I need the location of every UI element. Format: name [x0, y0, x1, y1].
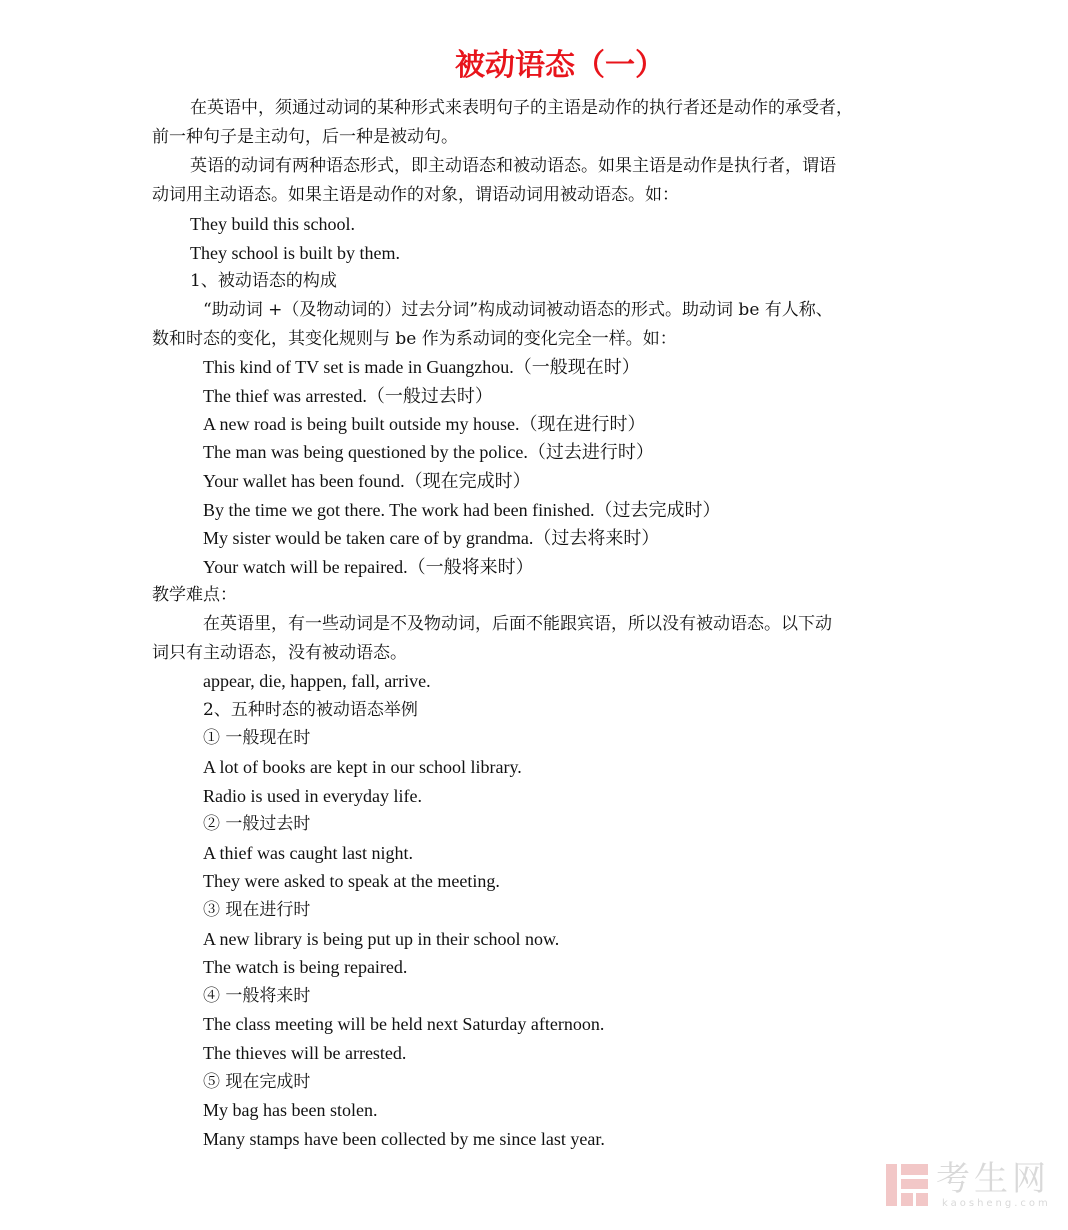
tense-heading: ③ 现在进行时: [203, 900, 311, 920]
tense-example: A new road is being built outside my house.（现在进行时）: [203, 414, 646, 434]
example-sentence: They were asked to speak at the meeting.: [203, 871, 500, 891]
difficulty-line-1: 在英语里，有一些动词是不及物动词，后面不能跟宾语，所以没有被动语态。以下动: [203, 614, 832, 634]
section-2-heading: 2、五种时态的被动语态举例: [203, 700, 418, 720]
example-sentence: The class meeting will be held next Saturday afternoon.: [203, 1014, 605, 1034]
example-sentence: Many stamps have been collected by me since last year.: [203, 1129, 605, 1149]
watermark-url: kaosheng.com: [942, 1198, 1051, 1209]
section-1-desc-line-2: 数和时态的变化，其变化规则与 be 作为系动词的变化完全一样。如：: [152, 329, 677, 349]
tense-example: Your watch will be repaired.（一般将来时）: [203, 557, 534, 577]
intro-example-passive: They school is built by them.: [190, 243, 400, 263]
difficulty-heading: 教学难点：: [152, 585, 237, 605]
tense-heading: ① 一般现在时: [203, 728, 311, 748]
example-sentence: A thief was caught last night.: [203, 843, 413, 863]
tense-example: This kind of TV set is made in Guangzhou.（一般现在时）: [203, 357, 640, 377]
watermark-text: 考生网: [936, 1159, 1050, 1199]
page-title: 被动语态（一）: [455, 48, 665, 83]
tense-example: The thief was arrested.（一般过去时）: [203, 386, 493, 406]
section-1-heading: 1、被动语态的构成: [190, 271, 337, 291]
tense-heading: ④ 一般将来时: [203, 986, 311, 1006]
intro-paragraph-2-line-1: 英语的动词有两种语态形式，即主动语态和被动语态。如果主语是动作是执行者，谓语: [190, 156, 836, 176]
watermark: [884, 1158, 1054, 1214]
kaosheng-logo-icon: [884, 1162, 930, 1208]
tense-example: The man was being questioned by the police.（过去进行时）: [203, 442, 654, 462]
tense-heading: ② 一般过去时: [203, 814, 311, 834]
example-sentence: The thieves will be arrested.: [203, 1043, 407, 1063]
tense-example: My sister would be taken care of by grandma.（过去将来时）: [203, 528, 660, 548]
intro-paragraph-2-line-2: 动词用主动语态。如果主语是动作的对象，谓语动词用被动语态。如：: [152, 185, 679, 205]
tense-example: Your wallet has been found.（现在完成时）: [203, 471, 531, 491]
intransitive-verbs-list: appear, die, happen, fall, arrive.: [203, 671, 431, 691]
intro-paragraph-1-line-2: 前一种句子是主动句，后一种是被动句。: [152, 127, 458, 147]
intro-paragraph-1-line-1: 在英语中，须通过动词的某种形式来表明句子的主语是动作的执行者还是动作的承受者，: [190, 98, 853, 118]
difficulty-line-2: 词只有主动语态，没有被动语态。: [152, 643, 407, 663]
section-1-desc-line-1: “助动词 +（及物动词的）过去分词”构成动词被动语态的形式。助动词 be 有人称、: [203, 300, 833, 320]
example-sentence: The watch is being repaired.: [203, 957, 408, 977]
intro-example-active: They build this school.: [190, 214, 355, 234]
example-sentence: My bag has been stolen.: [203, 1100, 378, 1120]
tense-example: By the time we got there. The work had been finished.（过去完成时）: [203, 500, 721, 520]
tense-heading: ⑤ 现在完成时: [203, 1072, 311, 1092]
example-sentence: Radio is used in everyday life.: [203, 786, 422, 806]
example-sentence: A lot of books are kept in our school library.: [203, 757, 522, 777]
example-sentence: A new library is being put up in their school now.: [203, 929, 560, 949]
